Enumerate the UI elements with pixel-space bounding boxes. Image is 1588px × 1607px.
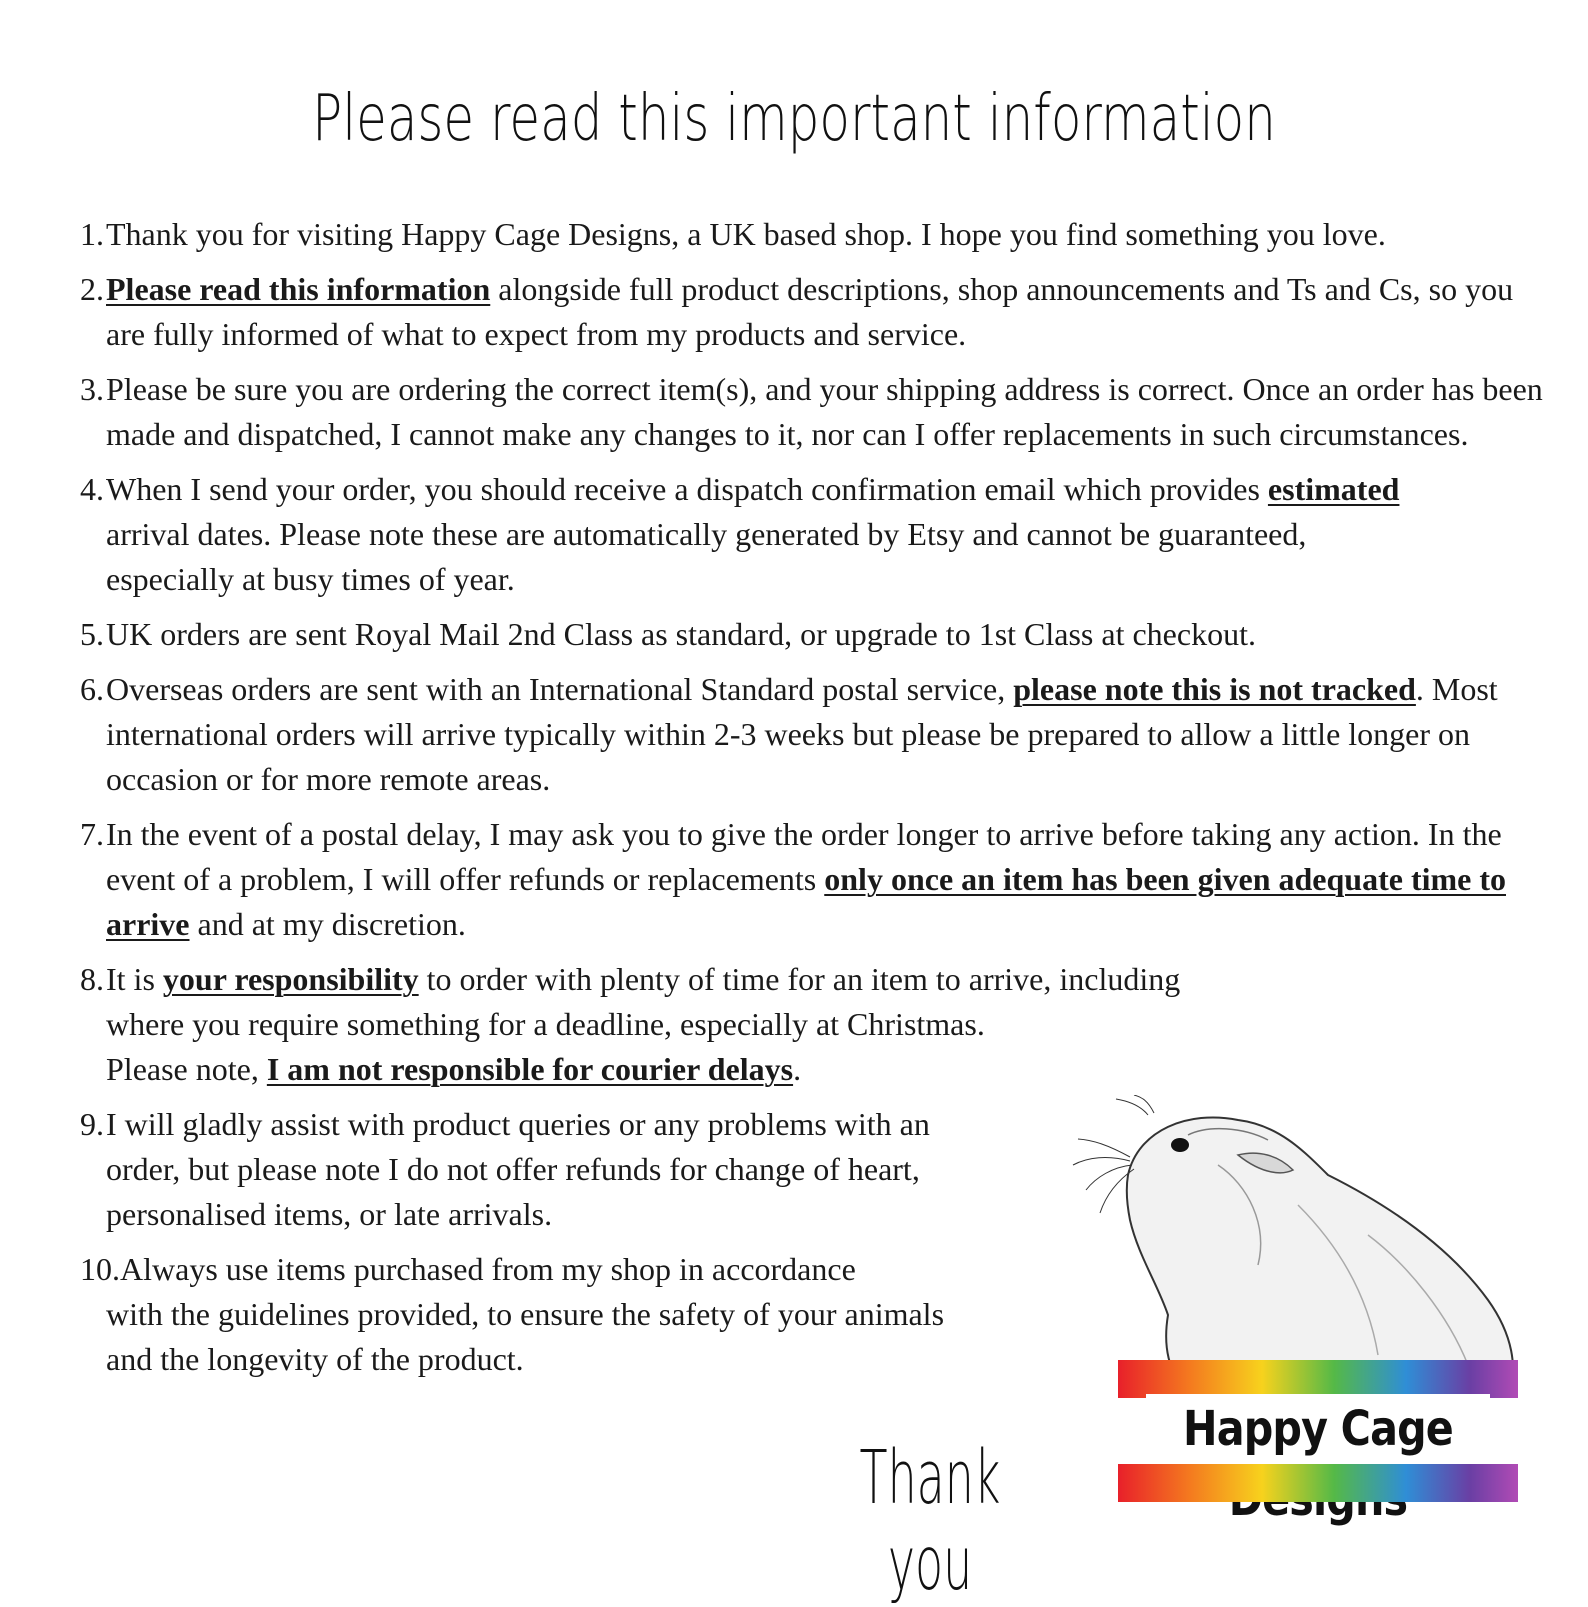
item-emphasis: estimated [1267,471,1400,507]
item-number: 4. [80,471,104,507]
item-text: . [793,1051,802,1087]
list-item-1 [80,212,1560,257]
item-text: order, but please note I do not offer refunds for change of heart, [106,1151,920,1187]
item-number: 5. [80,616,104,652]
item-text: alongside full product descriptions, shop announcements and Ts and Cs, so you are fully informed of what to expect from my products and service. [106,271,1514,352]
brand-logo [1118,1360,1518,1506]
item-text: with the guidelines provided, to ensure the safety of your animals [106,1296,945,1332]
item-number: 3. [80,371,104,407]
item-text: where you require something for a deadline, especially at Christmas. [106,1006,985,1042]
item-text: and at my discretion. [189,906,466,942]
item-text: In the event of a postal delay, I may ask you to give the order longer to arrive before taking any action. In the event of a problem, I will offer refunds or replacements [106,816,1502,897]
page-title: Please read this important information [312,82,1276,156]
item-number: 8. [80,961,104,997]
item-emphasis: I am not responsible for courier delays [266,1051,794,1087]
item-text: Always use items purchased from my shop in accordance [120,1251,856,1287]
list-item-4 [80,467,1560,602]
rainbow-animal-stripe [1118,1464,1518,1502]
thank-you-text: Thank you [859,1435,1001,1607]
item-text: Please note, [106,1051,267,1087]
item-number: 2. [80,271,104,307]
item-number: 9. [80,1106,104,1142]
item-text: Please be sure you are ordering the correct item(s), and your shipping address is correct. Once an order has been made and dispatched, I cannot make any changes to it, nor can I offer replacements in such circumstances. [106,371,1543,452]
item-text: and the longevity of the product. [106,1341,524,1377]
item-text: It is [106,961,163,997]
list-item-7 [80,812,1560,947]
item-text: When I send your order, you should receive a dispatch confirmation email which provides [106,471,1268,507]
item-number: 1. [80,216,104,252]
item-number: 7. [80,816,104,852]
item-text: Thank you for visiting Happy Cage Designs, a UK based shop. I hope you find something you love. [106,216,1386,252]
item-emphasis: your responsibility [162,961,419,997]
list-item-6 [80,667,1560,802]
item-emphasis: please note this is not tracked [1013,671,1416,707]
item-number: 10. [80,1251,120,1287]
item-emphasis: Please read this information [106,271,491,307]
list-item-5 [80,612,1560,657]
item-text: arrival dates. Please note these are automatically generated by Etsy and cannot be guaranteed, especially at busy times of year. [106,516,1307,597]
item-text: UK orders are sent Royal Mail 2nd Class as standard, or upgrade to 1st Class at checkout. [106,616,1256,652]
item-text: . Most international orders will arrive typically within 2-3 weeks but please be prepared to allow a little longer on occasion or for more remote areas. [106,671,1498,797]
list-item-3 [80,367,1560,457]
item-emphasis: only once an item has been given adequate time to arrive [106,861,1506,942]
item-text: I will gladly assist with product queries or any problems with an [106,1106,930,1142]
item-text: Overseas orders are sent with an International Standard postal service, [106,671,1014,707]
guinea-pig-illustration [1068,1095,1528,1395]
logo-text: Happy Cage [1146,1394,1490,1534]
list-item-2 [80,267,1560,357]
item-number: 6. [80,671,104,707]
item-text: to order with plenty of time for an item to arrive, including [418,961,1181,997]
rainbow-animal-stripe [1118,1360,1518,1398]
list-item-8 [80,957,1560,1092]
item-text: personalised items, or late arrivals. [106,1196,553,1232]
